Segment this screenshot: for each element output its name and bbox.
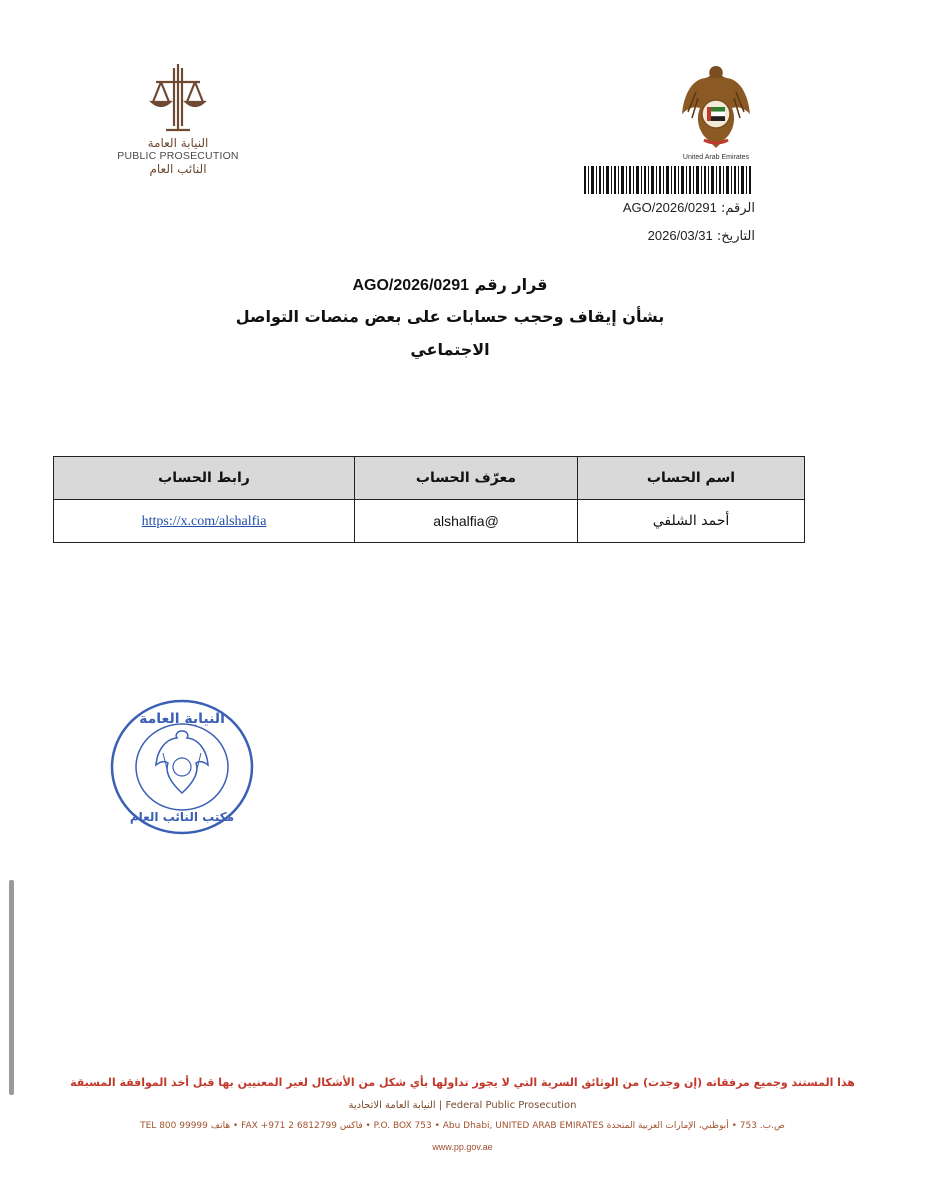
website[interactable]: www.pp.gov.ae [432,1142,493,1152]
pp-english-title: PUBLIC PROSECUTION [117,150,239,162]
stamp-top-text: النيابة العامة [139,711,225,727]
pp-arabic-subtitle: النائب العام [149,162,207,176]
date-value: 2026/03/31 [647,228,713,243]
account-handle-cell: @alshalfia [355,500,578,543]
reference-label: الرقم: [721,201,755,216]
scales-of-justice-icon [148,62,208,134]
header-account-link: رابط الحساب [54,457,355,500]
decision-number: AGO/2026/0291 [352,277,469,294]
reference-value: AGO/2026/0291 [622,200,717,215]
decision-label: قرار رقم [474,275,548,294]
account-link[interactable]: https://x.com/alshalfia [141,513,267,529]
pp-arabic-title: النيابة العامة [147,136,209,150]
falcon-emblem-icon [676,62,756,154]
account-name-cell: أحمد الشلفي [578,500,805,543]
account-link-cell [54,500,355,543]
decision-subject-line2: الاجتماعي [410,340,490,359]
decision-title [150,275,750,295]
address-line: ص.ب. 753 • أبوظبي، الإمارات العربية المتحدة P.O. BOX 753 • Abu Dhabi, UNITED ARAB EMIRATES • فاكس 6812799 2 971+ FAX • هاتف 99999 800 TEL [140,1121,785,1131]
document-date [648,228,755,244]
emblem-caption: United Arab Emirates [682,154,750,161]
accounts-table [53,456,805,543]
official-stamp [107,697,257,837]
header-account-handle: معرّف الحساب [355,457,578,500]
public-prosecution-logo [108,62,248,192]
table-row [54,500,805,543]
document-barcode [584,166,754,194]
decision-subject-line1: بشأن إيقاف وحجب حسابات على بعض منصات التواصل [235,307,665,326]
table-header-row [54,457,805,500]
organization-line: Federal Public Prosecution | النيابة العامة الاتحادية [348,1100,577,1111]
confidential-notice: هذا المستند وجميع مرفقاته (إن وجدت) من الوثائق السرية التي لا يجوز تداولها بأي شكل من الأشكال لغير المعنيين بها قبل أخذ الموافقة المسبقة [70,1076,855,1089]
stamp-bottom-text: مكتب النائب العام [129,810,235,824]
scrollbar[interactable] [9,880,14,1095]
reference-number [623,200,755,216]
date-label: التاريخ: [716,229,755,244]
header-account-name: اسم الحساب [578,457,805,500]
